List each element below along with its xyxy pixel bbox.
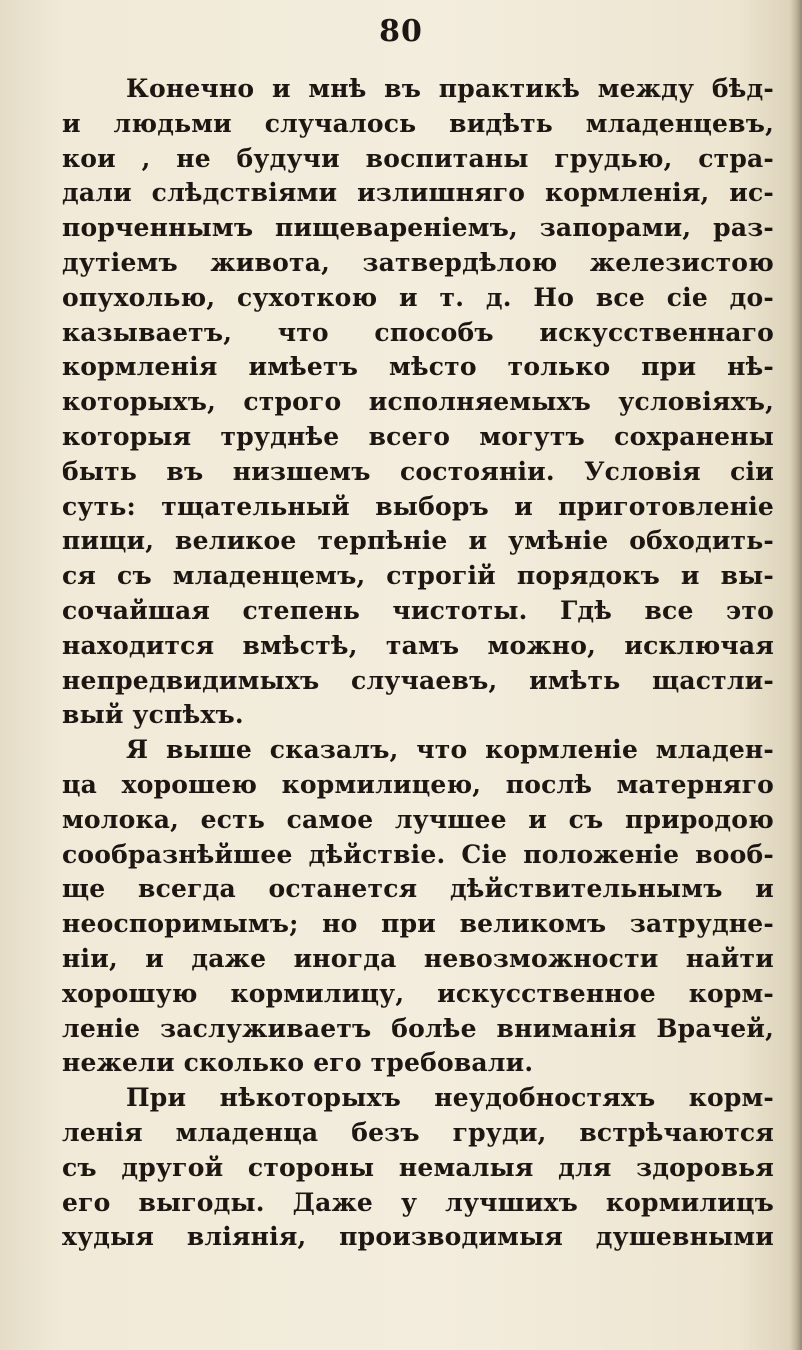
text-line: неоспоримымъ; но при великомъ затрудне-	[62, 909, 774, 939]
page-number: 80	[379, 14, 423, 49]
text-line: ще всегда останется дѣйствительнымъ и	[62, 874, 774, 904]
text-line: быть въ низшемъ состояніи. Условія сіи	[62, 456, 774, 486]
text-line: которыя труднѣе всего могутъ сохранены	[62, 421, 774, 451]
text-line: непредвидимыхъ случаевъ, имѣть щастли-	[62, 665, 774, 695]
text-line: дутіемъ живота, затвердѣлою железистою	[62, 247, 774, 277]
text-line: хорошую кормилицу, искусственное корм-	[62, 978, 774, 1008]
text-line: казываетъ, что способъ искусственнаго	[62, 317, 774, 347]
text-line: вый успѣхъ.	[62, 700, 244, 730]
text-line: молока, есть самое лучшее и съ природою	[62, 804, 774, 834]
text-line: Я выше сказалъ, что кормленіе младен-	[126, 735, 774, 765]
text-line: пищи, великое терпѣніе и умѣніе обходить-	[62, 526, 774, 556]
text-line: и людьми случалось видѣть младенцевъ,	[62, 108, 774, 138]
text-line: порченнымъ пищевареніемъ, запорами, раз-	[62, 213, 774, 243]
text-line: опухолью, сухоткою и т. д. Но все сіе до-	[62, 282, 774, 312]
text-line: Конечно и мнѣ въ практикѣ между бѣд-	[126, 74, 774, 103]
text-line: ся съ младенцемъ, строгій порядокъ и вы-	[62, 561, 774, 591]
text-line: кормленія имѣетъ мѣсто только при нѣ-	[62, 352, 774, 382]
text-line: леніе заслуживаетъ болѣе вниманія Врачей,	[62, 1013, 774, 1043]
page-edge-shadow	[790, 0, 802, 1350]
text-line: кои , не будучи воспитаны грудью, стра-	[62, 143, 774, 173]
text-line: которыхъ, строго исполняемыхъ условіяхъ,	[62, 387, 774, 417]
text-line: ленія младенца безъ груди, встрѣчаются	[62, 1117, 774, 1147]
text-line: ніи, и даже иногда невозможности найти	[62, 943, 774, 973]
text-line: находится вмѣстѣ, тамъ можно, исключая	[62, 630, 774, 660]
text-line: сочайшая степень чистоты. Гдѣ все это	[62, 595, 774, 625]
text-line: его выгоды. Даже у лучшихъ кормилицъ	[62, 1187, 774, 1217]
text-line: суть: тщательный выборъ и приготовленіе	[62, 491, 774, 521]
text-line: ца хорошею кормилицею, послѣ матерняго	[62, 769, 774, 799]
text-line: съ другой стороны немалыя для здоровья	[62, 1152, 774, 1182]
text-line: нежели сколько его требовали.	[62, 1048, 534, 1078]
body-text	[62, 72, 774, 1255]
text-line: сообразнѣйшее дѣйствіе. Сіе положеніе вооб-	[62, 839, 774, 869]
text-line: худыя вліянія, производимыя душевными	[62, 1222, 774, 1252]
text-line: дали слѣдствіями излишняго кормленія, ис-	[62, 178, 774, 208]
text-line: При нѣкоторыхъ неудобностяхъ корм-	[126, 1083, 774, 1113]
